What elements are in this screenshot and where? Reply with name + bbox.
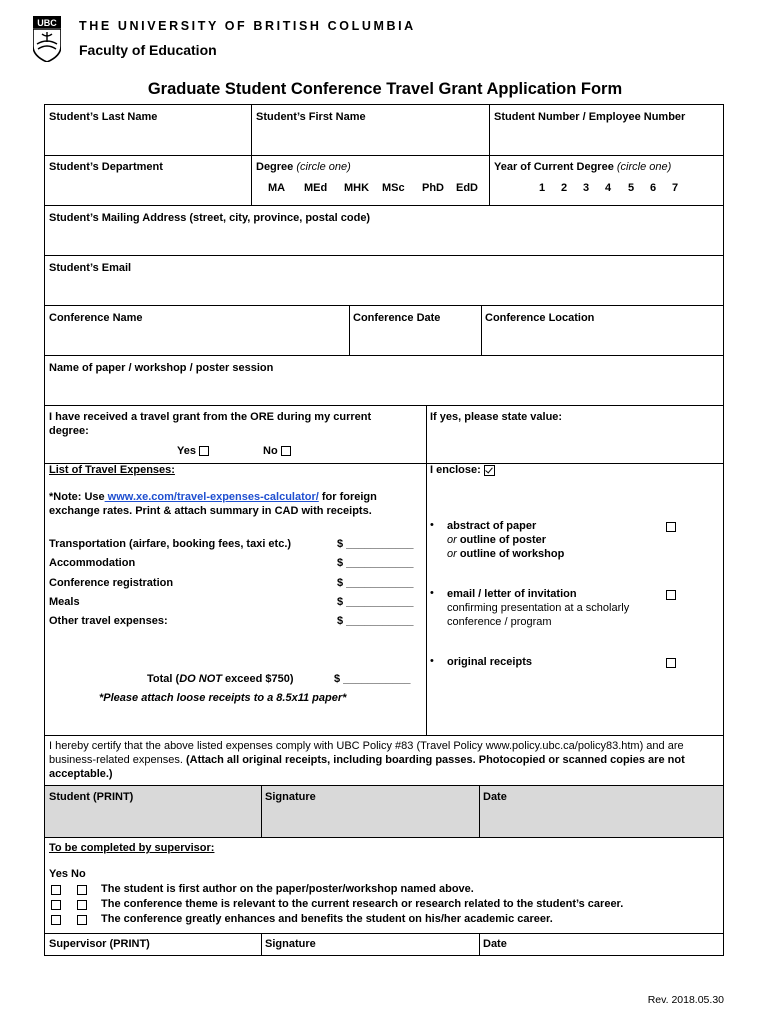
supervisor-section <box>45 837 723 933</box>
if-yes-label: If yes, please state value: <box>430 411 563 423</box>
criterion-2-label: The conference theme is relevant to the current research or research related to the student’s career. <box>101 898 624 910</box>
expense-label-registration: Conference registration <box>49 577 174 589</box>
form-title: Graduate Student Conference Travel Grant Application Form <box>147 80 623 98</box>
certify-line1: I hereby certify that the above listed expenses comply with UBC Policy #83 (Travel Policy www.policy.ubc.ca/policy83.htm) and are <box>49 740 684 752</box>
expenses-section <box>45 463 426 735</box>
supervisor-heading: To be completed by supervisor: <box>49 842 215 854</box>
supervisor-signature-label: Signature <box>265 938 316 950</box>
department-field[interactable] <box>45 155 251 205</box>
enclose-checked-icon[interactable] <box>484 465 495 476</box>
expense-amount-other[interactable]: $ ___________ <box>337 615 414 627</box>
student-number-field[interactable] <box>489 105 723 155</box>
expense-amount-accommodation[interactable]: $ ___________ <box>337 557 414 569</box>
enclose-label: I enclose: <box>430 464 495 476</box>
degree-label: Degree (circle one) <box>256 161 351 173</box>
total-label: Total (DO NOT exceed $750) <box>147 673 294 685</box>
year-option-1[interactable]: 1 <box>539 182 546 194</box>
criterion-3-yes-checkbox[interactable] <box>51 915 61 925</box>
address-label: Student’s Mailing Address (street, city, province, postal code) <box>49 212 371 224</box>
address-field[interactable] <box>45 205 723 255</box>
first-name-field[interactable] <box>251 105 489 155</box>
year-option-2[interactable]: 2 <box>561 182 568 194</box>
letterhead <box>0 0 770 70</box>
certify-line2: business-related expenses. (Attach all original receipts, including boarding passes. Photocopied or scanned copies are not <box>49 754 685 766</box>
email-field[interactable] <box>45 255 723 305</box>
conference-name-label: Conference Name <box>49 312 143 324</box>
yes-no-header: Yes No <box>49 868 86 880</box>
logo-text: UBC <box>37 18 57 28</box>
criterion-1-label: The student is first author on the paper/poster/workshop named above. <box>101 883 474 895</box>
year-label: Year of Current Degree (circle one) <box>494 161 672 173</box>
email-label: Student’s Email <box>49 262 132 274</box>
paper-name-field[interactable] <box>45 355 723 405</box>
abstract-label: abstract of paper <box>447 520 537 532</box>
faculty-name: Faculty of Education <box>79 42 217 58</box>
conference-location-label: Conference Location <box>485 312 595 324</box>
supervisor-print-field[interactable] <box>45 933 261 955</box>
conference-date-label: Conference Date <box>353 312 441 324</box>
certify-line3: acceptable.) <box>49 768 113 780</box>
last-name-field[interactable] <box>45 105 251 155</box>
year-option-5[interactable]: 5 <box>628 182 635 194</box>
application-form <box>44 104 724 956</box>
degree-option-msc[interactable]: MSc <box>382 182 405 194</box>
criterion-2-yes-checkbox[interactable] <box>51 900 61 910</box>
year-option-6[interactable]: 6 <box>650 182 657 194</box>
outline-poster-label: or outline of poster <box>447 534 547 546</box>
student-date-label: Date <box>483 791 507 803</box>
criterion-3-no-checkbox[interactable] <box>77 915 87 925</box>
criterion-1-yes-checkbox[interactable] <box>51 885 61 895</box>
expense-amount-meals[interactable]: $ ___________ <box>337 596 414 608</box>
receipts-checkbox[interactable] <box>666 658 676 668</box>
year-field <box>489 155 723 205</box>
paper-name-label: Name of paper / workshop / poster session <box>49 362 274 374</box>
email-invite-checkbox[interactable] <box>666 590 676 600</box>
abstract-checkbox[interactable] <box>666 522 676 532</box>
year-option-3[interactable]: 3 <box>583 182 590 194</box>
expense-amount-transportation[interactable]: $ ___________ <box>337 538 414 550</box>
year-option-4[interactable]: 4 <box>605 182 612 194</box>
exchange-note-line2: exchange rates. Print & attach summary in CAD with receipts. <box>49 505 372 517</box>
degree-option-med[interactable]: MEd <box>304 182 328 194</box>
ore-no-checkbox[interactable] <box>281 446 291 456</box>
degree-option-ma[interactable]: MA <box>268 182 286 194</box>
expense-label-meals: Meals <box>49 596 80 608</box>
expense-label-transportation: Transportation (airfare, booking fees, taxi etc.) <box>49 538 292 550</box>
xe-link[interactable]: www.xe.com/travel-expenses-calculator/ <box>104 491 319 503</box>
student-signature-label: Signature <box>265 791 316 803</box>
ore-question <box>45 405 426 463</box>
email-invite-label: email / letter of invitation <box>447 588 577 600</box>
degree-option-edd[interactable]: EdD <box>456 182 478 194</box>
revision-label: Rev. 2018.05.30 <box>647 994 724 1006</box>
receipts-label: original receipts <box>447 656 532 668</box>
ore-yes-option[interactable]: Yes <box>177 445 209 457</box>
expense-amount-registration[interactable]: $ ___________ <box>337 577 414 589</box>
email-invite-line2: confirming presentation at a scholarly <box>447 602 630 614</box>
criterion-2-no-checkbox[interactable] <box>77 900 87 910</box>
expenses-title: List of Travel Expenses: <box>49 464 175 476</box>
ore-yes-checkbox[interactable] <box>199 446 209 456</box>
supervisor-date-label: Date <box>483 938 507 950</box>
student-print-field[interactable] <box>45 785 261 837</box>
student-date-field[interactable] <box>479 785 723 837</box>
outline-workshop-label: or outline of workshop <box>447 548 565 560</box>
student-number-label: Student Number / Employee Number <box>494 111 686 123</box>
conference-date-field[interactable] <box>349 305 481 355</box>
enclosures-section <box>426 463 723 735</box>
department-label: Student’s Department <box>49 161 163 173</box>
ore-question-line2: degree: <box>49 425 89 437</box>
bullet-icon: • <box>430 519 434 531</box>
last-name-label: Student’s Last Name <box>49 111 158 123</box>
year-option-7[interactable]: 7 <box>672 182 679 194</box>
student-print-label: Student (PRINT) <box>49 791 134 803</box>
email-invite-line3: conference / program <box>447 616 552 628</box>
certification-statement <box>45 735 723 785</box>
ubc-crest-icon <box>33 16 61 62</box>
attach-receipts-note: *Please attach loose receipts to a 8.5x11 paper* <box>99 692 347 704</box>
expense-label-other: Other travel expenses: <box>49 615 168 627</box>
degree-field <box>251 155 489 205</box>
conference-name-field[interactable] <box>45 305 349 355</box>
first-name-label: Student’s First Name <box>256 111 366 123</box>
bullet-icon: • <box>430 655 434 667</box>
supervisor-date-field[interactable] <box>479 933 723 955</box>
supervisor-print-label: Supervisor (PRINT) <box>49 938 150 950</box>
conference-location-field[interactable] <box>481 305 723 355</box>
degree-option-phd[interactable]: PhD <box>422 182 444 194</box>
ore-value-field[interactable] <box>426 405 723 463</box>
supervisor-signature-field[interactable] <box>261 933 479 955</box>
university-name: THE UNIVERSITY OF BRITISH COLUMBIA <box>79 19 416 33</box>
criterion-1-no-checkbox[interactable] <box>77 885 87 895</box>
ore-question-line1: I have received a travel grant from the ORE during my current <box>49 411 372 423</box>
ore-no-option[interactable]: No <box>263 445 291 457</box>
total-amount[interactable]: $ ___________ <box>334 673 411 685</box>
bullet-icon: • <box>430 587 434 599</box>
criterion-3-label: The conference greatly enhances and benefits the student on his/her academic career. <box>101 913 553 925</box>
expense-label-accommodation: Accommodation <box>49 557 136 569</box>
degree-option-mhk[interactable]: MHK <box>344 182 370 194</box>
exchange-note: *Note: Use www.xe.com/travel-expenses-calculator/ for foreign <box>49 491 377 503</box>
student-signature-field[interactable] <box>261 785 479 837</box>
